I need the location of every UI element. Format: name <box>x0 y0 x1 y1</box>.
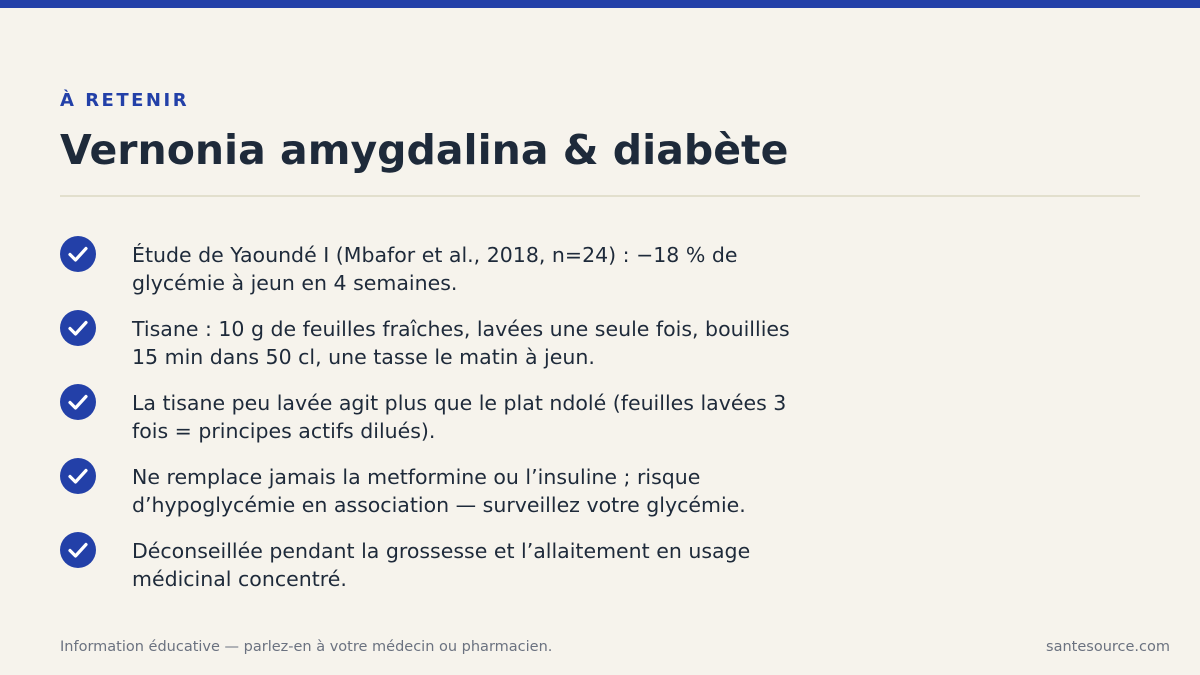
top-accent-bar <box>0 0 1200 8</box>
key-point-item <box>60 384 820 458</box>
key-point-text: La tisane peu lavée agit plus que le plat ndolé (feuilles lavées 3 fois = principes actifs dilués). <box>132 391 787 443</box>
key-point-item <box>60 236 820 310</box>
footer-site-link[interactable]: santesource.com <box>1046 639 1170 655</box>
title-divider <box>60 195 1140 197</box>
check-circle-icon <box>60 236 96 272</box>
key-point-text: Ne remplace jamais la metformine ou l’insuline ; risque d’hypoglycémie en association — surveillez votre glycémie. <box>132 465 746 517</box>
check-circle-icon <box>60 458 96 494</box>
check-circle-icon <box>60 532 96 568</box>
key-points-list <box>60 236 820 606</box>
key-point-text: Tisane : 10 g de feuilles fraîches, lavées une seule fois, bouillies 15 min dans 50 cl, une tasse le matin à jeun. <box>132 317 790 369</box>
key-point-item <box>60 532 820 606</box>
footer-disclaimer: Information éducative — parlez-en à votre médecin ou pharmacien. <box>60 639 553 655</box>
check-circle-icon <box>60 384 96 420</box>
key-point-item <box>60 310 820 384</box>
check-circle-icon <box>60 310 96 346</box>
key-point-text: Étude de Yaoundé I (Mbafor et al., 2018, n=24) : −18 % de glycémie à jeun en 4 semaines. <box>132 243 738 295</box>
key-point-text: Déconseillée pendant la grossesse et l’allaitement en usage médicinal concentré. <box>132 539 751 591</box>
page-title: Vernonia amygdalina & diabète <box>60 126 789 174</box>
key-point-item <box>60 458 820 532</box>
section-kicker: À RETENIR <box>60 90 190 111</box>
